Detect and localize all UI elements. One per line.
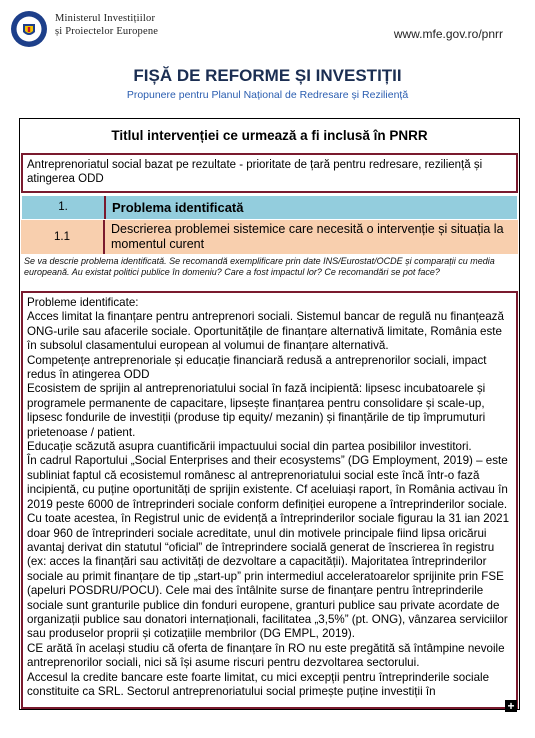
paragraph: Competențe antreprenoriale și educație financiară redusă a antreprenorilor sociali, impact redus în atingerea ODD bbox=[27, 353, 487, 382]
subsection-label: Descrierea problemei sistemice care necesită o intervenție și situația la momentul curent bbox=[111, 222, 504, 251]
problem-description-text bbox=[23, 293, 516, 699]
project-title-field[interactable]: Antreprenoriatul social bazat pe rezultate - prioritate de țară pentru redresare, reziliență și atingerea ODD bbox=[21, 153, 518, 193]
document-subtitle: Propunere pentru Planul Național de Redresare și Reziliență bbox=[126, 89, 409, 101]
paragraph: Probleme identificate: bbox=[27, 296, 139, 309]
problem-description-field[interactable] bbox=[21, 291, 518, 709]
government-coat-of-arms-logo bbox=[10, 10, 48, 48]
page-header bbox=[0, 0, 535, 60]
paragraph: CE arătă în același studiu că oferta de finanțare în RO nu este pregătită să întâmpine nevoile antreprenorilor sociali, nici să își asume riscuri pentru dezvoltarea sectorului. bbox=[27, 641, 505, 670]
paragraph: Acces limitat la finanțare pentru antreprenori sociali. Sistemul bancar de regulă nu finanțează ONG-urile sau afacerile sociale. Oportunitățile de finanțare alternativă limitate, România este în subsolul clasamentului european al volumui de finanțare alternativă. bbox=[27, 310, 504, 353]
ministry-name-line2: și Proiectelor Europene bbox=[55, 26, 159, 37]
expand-field-icon[interactable]: + bbox=[505, 700, 517, 712]
section-row-problem bbox=[21, 195, 518, 220]
paragraph: Ecosistem de sprijin al antreprenoriatului social în fază incipientă: lipsesc incubatoarele și programele permanente de capacitare, lipsește finanțarea pentru consolidare și scale-up, lipsesc fondurile de investiții (produse tip equity/ mezanin) și finanțările de tip împrumuturi prietenoase / patient. bbox=[27, 382, 486, 439]
subsection-number: 1.1 bbox=[21, 220, 105, 254]
paragraph: În cadrul Raportului „Social Enterprises and their ecosystems” (DG Employment, 2019) – este subliniat faptul că ecosistemul românesc al antreprenoriatului social este încă într-o fază incipientă, cu puține oportunități de sprijin existente. Cf aceluiași raport, în România activau în 2019 peste 6000 de întreprinderi sociale conform definiției europene a întreprinderilor sociale. Cu toate acestea, în Registrul unic de evidență a întreprinderilor sociale figurau la 31 ian 2021 doar 960 de întreprinderi sociale acreditate, unul din motivele principale fiind lipsa oricărui avantaj derivat din statutul “oficial” de întreprindere socială generat de înscrierea în registru (ex: acces la finanțări sau activități de dezvoltare a capacității). Majoritatea întreprinderilor sociale au primit finanțare de tip „start-up” prin intermediul acceleratoarelor sprijinite prin FSE (apeluri POSDRU/POCU). Cele mai des întâlnite surse de finanțare pentru întreprinderile sociale sunt granturile publice din fonduri europene, granturi publice sau private acordate de organizații publice sau donatori internaționali, facilitatea „3,5%” (pt. ONG), vânzarea serviciilor sau produselor proprii și cotizațiile membrilor (DG EMPL, 2019). bbox=[27, 454, 510, 641]
ministry-name-line1: Ministerul Investițiilor bbox=[55, 13, 156, 24]
paragraph: Accesul la credite bancare este foarte limitat, cu mici excepții pentru întreprinderile sociale constituite ca SRL. Sectorul antreprenoriatului social primește puține investiții în bbox=[27, 670, 490, 698]
section-number: 1. bbox=[22, 196, 106, 219]
paragraph: Educație scăzută asupra cuantificării impactuului social din partea posibililor investitori. bbox=[27, 440, 472, 454]
site-url: www.mfe.gov.ro/pnrr bbox=[393, 27, 503, 41]
section-title: Titlul intervenției ce urmează a fi inclusă în PNRR bbox=[111, 128, 428, 143]
ministry-name bbox=[55, 12, 158, 38]
subsection-row-description bbox=[21, 220, 518, 254]
instruction-hint: Se va descrie problema identificată. Se recomandă exemplificare prin date INS/Eurostat/OCDE și comparații cu media europeană. Au existat politici publice în domeniu? Care a fost impactul lor? Ce recomandări se pot face? bbox=[24, 256, 495, 277]
section-label: Problema identificată bbox=[112, 200, 244, 215]
document-title: FIȘĂ DE REFORME ȘI INVESTIȚII bbox=[133, 66, 402, 85]
